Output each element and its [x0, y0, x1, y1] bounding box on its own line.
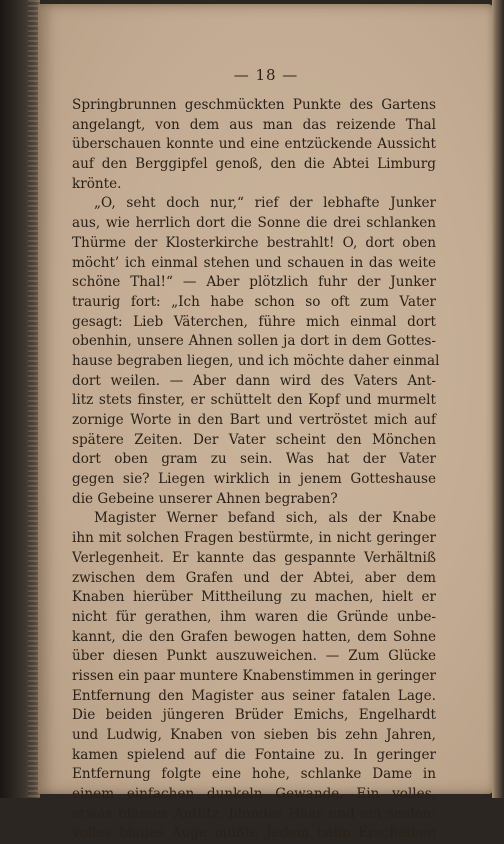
text-line: überschauen konnte und eine entzückende Aussicht	[72, 136, 436, 153]
text-line: traurig fort: „Ich habe schon so oft zum Vater	[72, 293, 436, 310]
text-line: möcht’ ich einmal stehen und schauen in das weite	[72, 254, 436, 271]
text-line: hause begraben liegen, und ich möchte daher einmal	[72, 352, 440, 369]
text-line: spätere Zeiten. Der Vater scheint den Mönchen	[72, 431, 436, 448]
text-line: Knaben hierüber Mittheilung zu machen, hielt er	[72, 589, 436, 606]
text-line: Entfernung folgte eine hohe, schlanke Dame in	[72, 766, 436, 783]
body-text	[72, 96, 440, 844]
text-line: Die beiden jüngeren Brüder Emichs, Engelhardt	[72, 707, 436, 724]
text-line: und Ludwig, Knaben von sieben bis zehn Jahren,	[72, 727, 436, 743]
text-line: etwas blasses Antlitz, blondes Haar und ein seelen-	[72, 805, 436, 822]
text-line: zornige Worte in den Bart und vertröstet mich auf	[72, 412, 436, 428]
text-line: rissen ein paar muntere Knabenstimmen in geringer	[72, 667, 436, 684]
text-line: litz stets finster, er schüttelt den Kopf und murmelt	[72, 392, 436, 409]
text-line: volles blaues Auge mußte Jedem beim Erscheinen	[72, 825, 436, 842]
text-line: Magister Werner befand sich, als der Knabe	[94, 510, 436, 527]
text-line: Springbrunnen geschmückten Punkte des Gartens	[72, 97, 436, 113]
text-line: Verlegenheit. Er kannte das gespannte Verhältniß	[72, 549, 436, 566]
text-line: obenhin, unsere Ahnen sollen ja dort in dem Gottes-	[72, 333, 436, 350]
page-number: — 18 —	[233, 66, 299, 84]
text-line: kamen spielend auf die Fontaine zu. In geringer	[72, 746, 436, 763]
page-right-edge	[492, 0, 504, 798]
text-line: einem einfachen dunkeln Gewande. Ein volles,	[72, 786, 436, 803]
text-line: „O, seht doch nur,“ rief der lebhafte Junker	[94, 195, 436, 212]
text-line: ihn mit solchen Fragen bestürmte, in nicht geringer	[72, 530, 436, 547]
text-line: auf den Berggipfel genoß, den die Abtei Limburg	[72, 156, 436, 173]
text-line: aus, wie herrlich dort die Sonne die drei schlanken	[72, 215, 436, 232]
text-line: dort weilen. — Aber dann wird des Vaters Ant-	[72, 372, 436, 389]
text-line: Thürme der Klosterkirche bestrahlt! O, dort oben	[72, 234, 436, 251]
text-line: angelangt, von dem aus man das reizende Thal	[72, 116, 436, 133]
text-line: nicht für gerathen, ihm waren die Gründe unbe-	[72, 608, 436, 625]
text-line: Entfernung den Magister aus seiner fatalen Lage.	[72, 687, 436, 704]
text-line: gesagt: Lieb Väterchen, führe mich einmal dort	[72, 313, 436, 330]
text-line: krönte.	[72, 175, 122, 192]
text-line: gegen sie? Liegen wirklich in jenem Gotteshause	[72, 471, 436, 488]
text-line: kannt, die den Grafen bewogen hatten, dem Sohne	[72, 628, 436, 645]
text-line: zwischen dem Grafen und der Abtei, aber dem	[72, 569, 436, 586]
text-line: dort oben gram zu sein. Was hat der Vater	[72, 451, 436, 468]
text-line: die Gebeine unserer Ahnen begraben?	[72, 490, 338, 507]
text-line: über diesen Punkt auszuweichen. — Zum Glücke	[72, 648, 436, 665]
text-line: schöne Thal!“ — Aber plötzlich fuhr der Junker	[72, 274, 436, 291]
